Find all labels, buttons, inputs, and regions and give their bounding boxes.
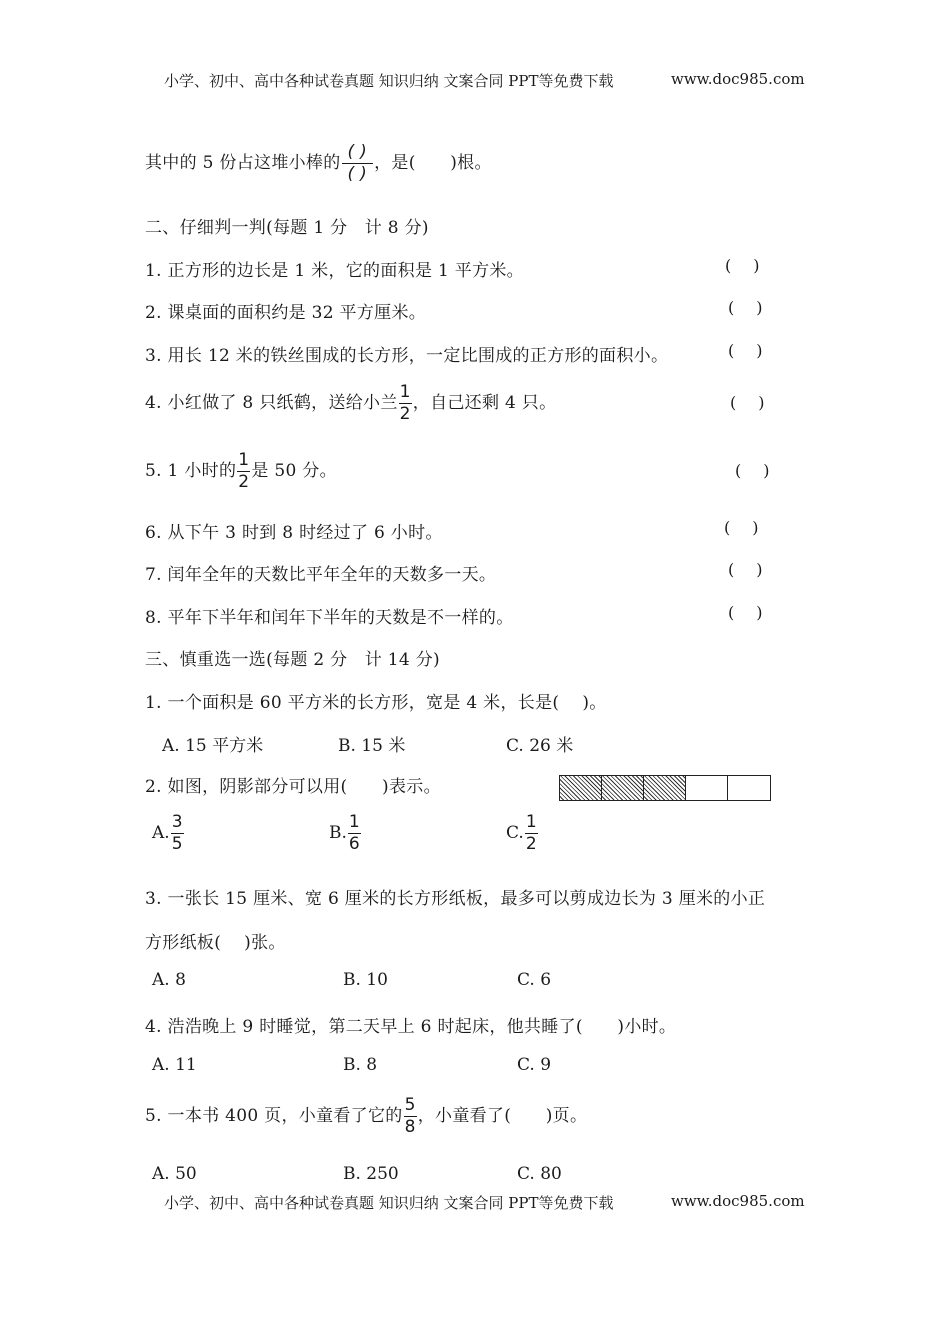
q4-option-b[interactable]: B. 8 — [343, 1055, 378, 1075]
judge-item-5-after: 是 50 分。 — [251, 461, 337, 481]
shaded-cell — [644, 776, 686, 800]
judge-item-7: 7. 闰年全年的天数比平年全年的天数多一天。 — [145, 565, 497, 585]
intro-before: 其中的 5 份占这堆小棒的 — [145, 153, 341, 173]
fraction-one-half — [525, 814, 538, 853]
q5-option-b[interactable]: B. 250 — [343, 1164, 399, 1184]
q2-option-a[interactable] — [152, 814, 185, 853]
choice-question-3-line1: 3. 一张长 15 厘米、宽 6 厘米的长方形纸板，最多可以剪成边长为 3 厘米的小正 — [145, 889, 766, 909]
answer-paren-3[interactable]: () — [728, 341, 785, 360]
judge-item-4-after: ，自己还剩 4 只。 — [412, 393, 557, 413]
fraction-numerator: 1 — [399, 382, 411, 402]
q3-option-c[interactable]: C. 6 — [517, 970, 552, 990]
section2-title: 二、仔细判一判(每题 1 分 计 8 分) — [145, 218, 429, 238]
fraction-half — [237, 452, 250, 491]
unshaded-cell — [728, 776, 770, 800]
answer-paren-5[interactable]: () — [735, 461, 792, 480]
header-text: 小学、初中、高中各种试卷真题 知识归纳 文案合同 PPT等免费下载 — [164, 72, 614, 90]
page-header — [164, 70, 614, 91]
q5-option-a[interactable]: A. 50 — [152, 1164, 197, 1184]
page-footer — [164, 1192, 614, 1213]
answer-paren-4[interactable]: () — [730, 393, 787, 412]
judge-item-1: 1. 正方形的边长是 1 米，它的面积是 1 平方米。 — [145, 261, 524, 281]
fraction-denominator: ( ) — [347, 164, 368, 184]
q2-option-b-label: B. — [329, 823, 347, 843]
q1-option-c[interactable]: C. 26 米 — [506, 736, 574, 756]
q5-after: ，小童看了( )页。 — [417, 1106, 588, 1126]
q1-option-a[interactable]: A. 15 平方米 — [162, 736, 264, 756]
shaded-cell — [602, 776, 644, 800]
choice-question-3-line2: 方形纸板( )张。 — [145, 933, 286, 953]
q2-option-a-label: A. — [152, 823, 170, 843]
answer-paren-1[interactable]: () — [725, 256, 782, 275]
q5-before: 5. 一本书 400 页，小童看了它的 — [145, 1106, 403, 1126]
q3-option-a[interactable]: A. 8 — [152, 970, 186, 990]
q2-option-c-label: C. — [506, 823, 524, 843]
judge-item-4-before: 4. 小红做了 8 只纸鹤，送给小兰 — [145, 393, 398, 413]
choice-question-1: 1. 一个面积是 60 平方米的长方形，宽是 4 米，长是( )。 — [145, 693, 607, 713]
fraction-numerator: 1 — [238, 450, 250, 470]
unshaded-cell — [686, 776, 728, 800]
answer-paren-6[interactable]: () — [724, 518, 781, 537]
answer-paren-7[interactable]: () — [728, 560, 785, 579]
judge-item-4 — [145, 384, 556, 423]
q4-option-a[interactable]: A. 11 — [152, 1055, 197, 1075]
q3-option-b[interactable]: B. 10 — [343, 970, 388, 990]
fraction-numerator: ( ) — [342, 144, 374, 164]
choice-question-2: 2. 如图，阴影部分可以用( )表示。 — [145, 777, 441, 797]
answer-paren-8[interactable]: () — [728, 603, 785, 622]
q2-option-b[interactable] — [329, 814, 362, 853]
fraction-numerator: 1 — [348, 812, 360, 832]
fraction-three-fifths — [171, 814, 184, 853]
judge-item-8: 8. 平年下半年和闰年下半年的天数是不一样的。 — [145, 608, 514, 628]
intro-line — [145, 144, 492, 183]
judge-item-5-before: 5. 1 小时的 — [145, 461, 237, 481]
q4-option-c[interactable]: C. 9 — [517, 1055, 552, 1075]
fraction-five-eighths — [404, 1097, 417, 1136]
intro-after: ，是( )根。 — [374, 153, 492, 173]
judge-item-5 — [145, 452, 337, 491]
judge-item-6: 6. 从下午 3 时到 8 时经过了 6 小时。 — [145, 523, 443, 543]
fraction-numerator: 3 — [171, 812, 183, 832]
fraction-numerator: 1 — [525, 812, 537, 832]
q5-option-c[interactable]: C. 80 — [517, 1164, 562, 1184]
shaded-rectangle-figure — [559, 775, 771, 801]
fraction-numerator: 5 — [404, 1095, 416, 1115]
fraction-denominator: 2 — [399, 404, 411, 424]
fraction-denominator: 6 — [348, 834, 360, 854]
q1-option-b[interactable]: B. 15 米 — [338, 736, 406, 756]
section3-title: 三、慎重选一选(每题 2 分 计 14 分) — [145, 650, 440, 670]
judge-item-2: 2. 课桌面的面积约是 32 平方厘米。 — [145, 303, 427, 323]
fraction-denominator: 2 — [525, 834, 537, 854]
choice-question-5 — [145, 1097, 587, 1136]
judge-item-3: 3. 用长 12 米的铁丝围成的长方形，一定比围成的正方形的面积小。 — [145, 346, 669, 366]
footer-text: 小学、初中、高中各种试卷真题 知识归纳 文案合同 PPT等免费下载 — [164, 1194, 614, 1212]
fraction-half — [399, 384, 412, 423]
answer-paren-2[interactable]: () — [728, 298, 785, 317]
fraction-denominator: 5 — [171, 834, 183, 854]
fraction-one-sixth — [348, 814, 361, 853]
choice-question-4: 4. 浩浩晚上 9 时睡觉，第二天早上 6 时起床，他共睡了( )小时。 — [145, 1017, 677, 1037]
fraction-denominator: 8 — [404, 1117, 416, 1137]
shaded-cell — [560, 776, 602, 800]
blank-fraction — [342, 144, 374, 183]
q2-option-c[interactable] — [506, 814, 539, 853]
fraction-denominator: 2 — [238, 472, 250, 492]
header-url[interactable]: www.doc985.com — [671, 70, 805, 88]
footer-url[interactable]: www.doc985.com — [671, 1192, 805, 1210]
